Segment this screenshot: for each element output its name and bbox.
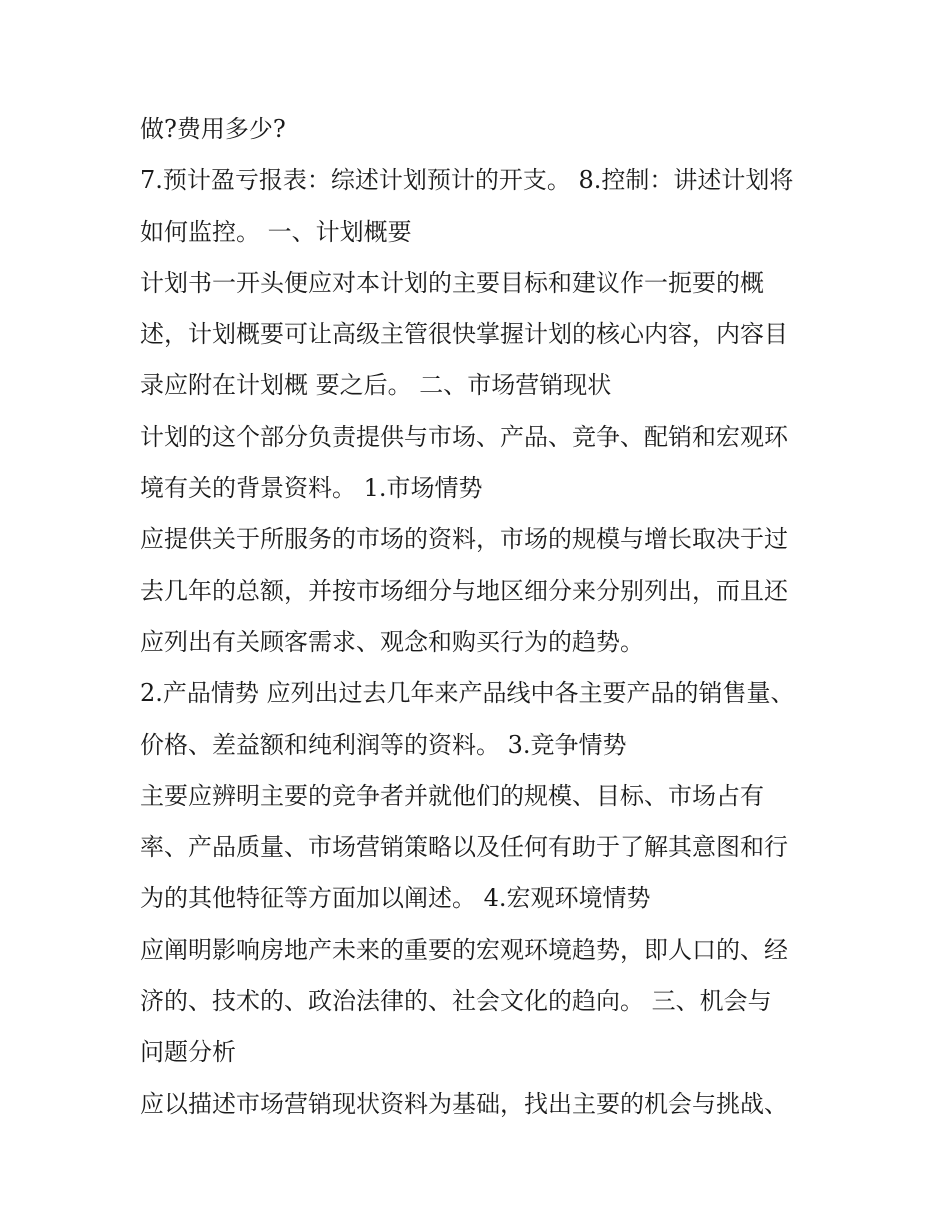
text-line: 价格、差益额和纯利润等的资料。 3.竞争情势	[140, 730, 627, 759]
text-line: 计划书一开头便应对本计划的主要目标和建议作一扼要的概	[140, 268, 764, 297]
text-line: 7.预计盈亏报表：综述计划预计的开支。 8.控制：讲述计划将	[140, 166, 794, 195]
text-line: 应列出有关顾客需求、观念和购买行为的趋势。	[140, 627, 644, 656]
text-line: 计划的这个部分负责提供与市场、产品、竞争、配销和宏观环	[140, 422, 788, 451]
text-line: 应阐明影响房地产未来的重要的宏观环境趋势，即人口的、经	[140, 935, 788, 964]
text-line: 境有关的背景资料。 1.市场情势	[140, 474, 483, 503]
document-body	[140, 104, 830, 1130]
text-line: 济的、技术的、政治法律的、社会文化的趋向。 三、机会与	[140, 987, 772, 1016]
text-line: 做?费用多少?	[140, 115, 286, 143]
text-line: 主要应辨明主要的竞争者并就他们的规模、目标、市场占有	[140, 781, 764, 810]
text-line: 录应附在计划概 要之后。 二、市场营销现状	[140, 371, 612, 400]
text-line: 述，计划概要可让高级主管很快掌握计划的核心内容，内容目	[140, 320, 788, 349]
text-line: 应以描述市场营销现状资料为基础，找出主要的机会与挑战、	[140, 1089, 788, 1118]
text-line: 问题分析	[140, 1038, 236, 1067]
text-line: 如何监控。 一、计划概要	[140, 217, 412, 246]
text-line: 2.产品情势 应列出过去几年来产品线中各主要产品的销售量、	[140, 679, 795, 708]
text-line: 应提供关于所服务的市场的资料，市场的规模与增长取决于过	[140, 525, 788, 554]
text-line: 率、产品质量、市场营销策略以及任何有助于了解其意图和行	[140, 833, 788, 862]
text-line: 为的其他特征等方面加以阐述。 4.宏观环境情势	[140, 884, 651, 913]
text-line: 去几年的总额，并按市场细分与地区细分来分别列出，而且还	[140, 576, 788, 605]
